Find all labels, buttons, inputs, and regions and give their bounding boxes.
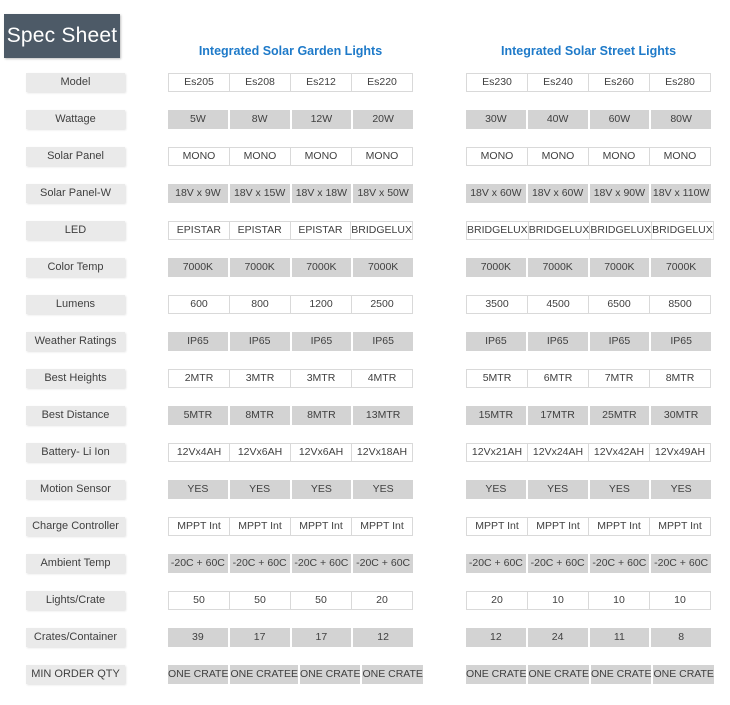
cells-charge-controller-street: [466, 517, 711, 536]
spec-cell-min-order-qty-street-3: ONE CRATE: [591, 665, 651, 684]
spec-cell-lights-crate-street-4: 10: [649, 591, 711, 610]
spec-cell-best-heights-street-3: 7MTR: [588, 369, 650, 388]
spec-cell-color-temp-garden-3: 7000K: [292, 258, 352, 277]
spec-cell-motion-sensor-garden-1: YES: [168, 480, 228, 499]
row-label-min-order-qty: MIN ORDER QTY: [26, 665, 125, 684]
cells-min-order-qty-street: [466, 665, 714, 684]
cells-motion-sensor-garden: [168, 480, 413, 499]
spec-cell-weather-ratings-street-1: IP65: [466, 332, 526, 351]
spec-cell-best-distance-street-1: 15MTR: [466, 406, 526, 425]
spec-cell-lights-crate-street-1: 20: [466, 591, 528, 610]
group-title-street-lights: Integrated Solar Street Lights: [500, 44, 677, 58]
cells-crates-container-street: [466, 628, 711, 647]
spec-cell-crates-container-street-3: 11: [590, 628, 650, 647]
spec-cell-ambient-temp-street-3: -20C + 60C: [590, 554, 650, 573]
spec-cell-wattage-street-3: 60W: [590, 110, 650, 129]
spec-cell-solar-panel-w-street-4: 18V x 110W: [651, 184, 711, 203]
spec-cell-ambient-temp-garden-1: -20C + 60C: [168, 554, 228, 573]
spec-cell-weather-ratings-garden-2: IP65: [230, 332, 290, 351]
spec-cell-charge-controller-street-3: MPPT Int: [588, 517, 650, 536]
spec-cell-led-street-3: BRIDGELUX: [589, 221, 652, 240]
spec-cell-model-street-1: Es230: [466, 73, 528, 92]
cells-crates-container-garden: [168, 628, 413, 647]
cells-led-street: [466, 221, 711, 240]
spec-cell-charge-controller-garden-4: MPPT Int: [351, 517, 413, 536]
spec-cell-ambient-temp-garden-2: -20C + 60C: [230, 554, 290, 573]
spec-cell-best-heights-street-2: 6MTR: [527, 369, 589, 388]
row-label-ambient-temp: Ambient Temp: [26, 554, 125, 573]
spec-cell-best-heights-garden-2: 3MTR: [229, 369, 291, 388]
spec-cell-lights-crate-garden-1: 50: [168, 591, 230, 610]
spec-cell-led-street-4: BRIDGELUX: [651, 221, 714, 240]
spec-cell-led-street-1: BRIDGELUX: [466, 221, 529, 240]
cells-best-distance-street: [466, 406, 711, 425]
cells-motion-sensor-street: [466, 480, 711, 499]
spec-cell-min-order-qty-street-2: ONE CRATE: [528, 665, 588, 684]
spec-cell-charge-controller-street-4: MPPT Int: [649, 517, 711, 536]
spec-cell-charge-controller-garden-2: MPPT Int: [229, 517, 291, 536]
spec-cell-led-street-2: BRIDGELUX: [528, 221, 591, 240]
cells-lights-crate-street: [466, 591, 711, 610]
spec-cell-lumens-garden-3: 1200: [290, 295, 352, 314]
spec-cell-model-street-4: Es280: [649, 73, 711, 92]
cells-lumens-garden: [168, 295, 413, 314]
spec-cell-model-garden-4: Es220: [351, 73, 413, 92]
spec-cell-lights-crate-street-2: 10: [527, 591, 589, 610]
spec-cell-best-distance-garden-4: 13MTR: [353, 406, 413, 425]
spec-cell-battery-li-ion-garden-1: 12Vx4AH: [168, 443, 230, 462]
spec-cell-crates-container-street-1: 12: [466, 628, 526, 647]
spec-cell-charge-controller-street-2: MPPT Int: [527, 517, 589, 536]
spec-cell-best-heights-garden-1: 2MTR: [168, 369, 230, 388]
cells-best-distance-garden: [168, 406, 413, 425]
spec-cell-ambient-temp-garden-3: -20C + 60C: [292, 554, 352, 573]
row-label-model: Model: [26, 73, 125, 92]
row-label-lights-crate: Lights/Crate: [26, 591, 125, 610]
cells-solar-panel-w-street: [466, 184, 711, 203]
cells-best-heights-garden: [168, 369, 413, 388]
spec-cell-solar-panel-garden-2: MONO: [229, 147, 291, 166]
cells-lumens-street: [466, 295, 711, 314]
spec-cell-weather-ratings-garden-4: IP65: [353, 332, 413, 351]
spec-cell-model-street-2: Es240: [527, 73, 589, 92]
spec-cell-min-order-qty-garden-4: ONE CRATE: [362, 665, 422, 684]
spec-cell-battery-li-ion-street-1: 12Vx21AH: [466, 443, 528, 462]
spec-cell-lumens-street-3: 6500: [588, 295, 650, 314]
spec-cell-wattage-street-4: 80W: [651, 110, 711, 129]
spec-cell-charge-controller-garden-3: MPPT Int: [290, 517, 352, 536]
spec-cell-lights-crate-garden-2: 50: [229, 591, 291, 610]
spec-cell-model-garden-1: Es205: [168, 73, 230, 92]
spec-cell-model-street-3: Es260: [588, 73, 650, 92]
spec-cell-charge-controller-garden-1: MPPT Int: [168, 517, 230, 536]
spec-cell-crates-container-garden-3: 17: [292, 628, 352, 647]
row-label-best-heights: Best Heights: [26, 369, 125, 388]
spec-cell-lumens-garden-2: 800: [229, 295, 291, 314]
spec-cell-lights-crate-garden-4: 20: [351, 591, 413, 610]
row-label-crates-container: Crates/Container: [26, 628, 125, 647]
spec-cell-best-distance-street-2: 17MTR: [528, 406, 588, 425]
spec-cell-motion-sensor-street-4: YES: [651, 480, 711, 499]
spec-cell-crates-container-street-4: 8: [651, 628, 711, 647]
spec-cell-solar-panel-w-garden-4: 18V x 50W: [353, 184, 413, 203]
spec-cell-crates-container-garden-2: 17: [230, 628, 290, 647]
spec-cell-best-distance-street-3: 25MTR: [590, 406, 650, 425]
spec-cell-battery-li-ion-street-2: 12Vx24AH: [527, 443, 589, 462]
spec-cell-solar-panel-street-2: MONO: [527, 147, 589, 166]
spec-cell-best-heights-garden-3: 3MTR: [290, 369, 352, 388]
spec-cell-min-order-qty-garden-3: ONE CRATE: [300, 665, 360, 684]
cells-battery-li-ion-street: [466, 443, 711, 462]
spec-cell-crates-container-garden-1: 39: [168, 628, 228, 647]
spec-cell-best-heights-street-4: 8MTR: [649, 369, 711, 388]
spec-cell-color-temp-garden-2: 7000K: [230, 258, 290, 277]
spec-cell-weather-ratings-street-3: IP65: [590, 332, 650, 351]
cells-solar-panel-street: [466, 147, 711, 166]
spec-cell-solar-panel-street-3: MONO: [588, 147, 650, 166]
spec-cell-color-temp-street-3: 7000K: [590, 258, 650, 277]
spec-cell-weather-ratings-garden-3: IP65: [292, 332, 352, 351]
cells-min-order-qty-garden: [168, 665, 423, 684]
cells-ambient-temp-garden: [168, 554, 413, 573]
spec-cell-wattage-garden-3: 12W: [292, 110, 352, 129]
spec-cell-lumens-garden-1: 600: [168, 295, 230, 314]
cells-color-temp-street: [466, 258, 711, 277]
cells-solar-panel-garden: [168, 147, 413, 166]
spec-cell-solar-panel-w-garden-3: 18V x 18W: [292, 184, 352, 203]
spec-cell-battery-li-ion-street-4: 12Vx49AH: [649, 443, 711, 462]
spec-cell-solar-panel-street-4: MONO: [649, 147, 711, 166]
cells-lights-crate-garden: [168, 591, 413, 610]
spec-cell-crates-container-street-2: 24: [528, 628, 588, 647]
page-title: Spec Sheet: [4, 14, 120, 58]
spec-cell-color-temp-garden-4: 7000K: [353, 258, 413, 277]
spec-cell-min-order-qty-garden-1: ONE CRATE: [168, 665, 228, 684]
cells-ambient-temp-street: [466, 554, 711, 573]
spec-cell-lights-crate-street-3: 10: [588, 591, 650, 610]
cells-solar-panel-w-garden: [168, 184, 413, 203]
spec-cell-weather-ratings-street-4: IP65: [651, 332, 711, 351]
spec-cell-led-garden-1: EPISTAR: [168, 221, 230, 240]
spec-cell-wattage-garden-1: 5W: [168, 110, 228, 129]
spec-cell-wattage-garden-2: 8W: [230, 110, 290, 129]
spec-cell-solar-panel-w-garden-2: 18V x 15W: [230, 184, 290, 203]
spec-cell-model-garden-2: Es208: [229, 73, 291, 92]
spec-cell-ambient-temp-street-2: -20C + 60C: [528, 554, 588, 573]
spec-cell-solar-panel-garden-1: MONO: [168, 147, 230, 166]
spec-cell-battery-li-ion-street-3: 12Vx42AH: [588, 443, 650, 462]
row-label-motion-sensor: Motion Sensor: [26, 480, 125, 499]
spec-cell-ambient-temp-street-4: -20C + 60C: [651, 554, 711, 573]
row-label-wattage: Wattage: [26, 110, 125, 129]
spec-cell-lumens-street-1: 3500: [466, 295, 528, 314]
spec-cell-motion-sensor-street-1: YES: [466, 480, 526, 499]
row-label-solar-panel: Solar Panel: [26, 147, 125, 166]
spec-cell-motion-sensor-garden-2: YES: [230, 480, 290, 499]
row-label-solar-panel-w: Solar Panel-W: [26, 184, 125, 203]
spec-cell-ambient-temp-street-1: -20C + 60C: [466, 554, 526, 573]
row-label-battery-li-ion: Battery- Li Ion: [26, 443, 125, 462]
spec-cell-best-distance-garden-1: 5MTR: [168, 406, 228, 425]
spec-cell-solar-panel-w-garden-1: 18V x 9W: [168, 184, 228, 203]
spec-cell-led-garden-4: BRIDGELUX: [350, 221, 413, 240]
spec-cell-solar-panel-w-street-2: 18V x 60W: [528, 184, 588, 203]
cells-wattage-garden: [168, 110, 413, 129]
spec-cell-wattage-street-1: 30W: [466, 110, 526, 129]
row-label-color-temp: Color Temp: [26, 258, 125, 277]
spec-cell-min-order-qty-street-4: ONE CRATE: [653, 665, 713, 684]
spec-cell-ambient-temp-garden-4: -20C + 60C: [353, 554, 413, 573]
spec-cell-wattage-street-2: 40W: [528, 110, 588, 129]
spec-cell-crates-container-garden-4: 12: [353, 628, 413, 647]
cells-battery-li-ion-garden: [168, 443, 413, 462]
spec-cell-solar-panel-w-street-1: 18V x 60W: [466, 184, 526, 203]
spec-cell-battery-li-ion-garden-4: 12Vx18AH: [351, 443, 413, 462]
spec-cell-color-temp-street-2: 7000K: [528, 258, 588, 277]
spec-cell-model-garden-3: Es212: [290, 73, 352, 92]
spec-cell-weather-ratings-street-2: IP65: [528, 332, 588, 351]
spec-cell-battery-li-ion-garden-3: 12Vx6AH: [290, 443, 352, 462]
spec-cell-motion-sensor-garden-3: YES: [292, 480, 352, 499]
spec-cell-solar-panel-garden-3: MONO: [290, 147, 352, 166]
spec-cell-solar-panel-w-street-3: 18V x 90W: [590, 184, 650, 203]
spec-cell-motion-sensor-street-2: YES: [528, 480, 588, 499]
spec-cell-min-order-qty-street-1: ONE CRATE: [466, 665, 526, 684]
spec-cell-min-order-qty-garden-2: ONE CRATEE: [230, 665, 297, 684]
spec-cell-color-temp-street-1: 7000K: [466, 258, 526, 277]
cells-model-street: [466, 73, 711, 92]
spec-cell-motion-sensor-street-3: YES: [590, 480, 650, 499]
spec-cell-color-temp-street-4: 7000K: [651, 258, 711, 277]
spec-cell-battery-li-ion-garden-2: 12Vx6AH: [229, 443, 291, 462]
spec-cell-lumens-garden-4: 2500: [351, 295, 413, 314]
cells-charge-controller-garden: [168, 517, 413, 536]
spec-cell-color-temp-garden-1: 7000K: [168, 258, 228, 277]
cells-color-temp-garden: [168, 258, 413, 277]
spec-cell-wattage-garden-4: 20W: [353, 110, 413, 129]
row-label-best-distance: Best Distance: [26, 406, 125, 425]
cells-wattage-street: [466, 110, 711, 129]
row-label-lumens: Lumens: [26, 295, 125, 314]
cells-weather-ratings-street: [466, 332, 711, 351]
spec-cell-led-garden-3: EPISTAR: [290, 221, 352, 240]
spec-cell-lights-crate-garden-3: 50: [290, 591, 352, 610]
cells-best-heights-street: [466, 369, 711, 388]
spec-cell-solar-panel-garden-4: MONO: [351, 147, 413, 166]
row-label-weather-ratings: Weather Ratings: [26, 332, 125, 351]
spec-cell-charge-controller-street-1: MPPT Int: [466, 517, 528, 536]
cells-model-garden: [168, 73, 413, 92]
spec-cell-best-heights-street-1: 5MTR: [466, 369, 528, 388]
spec-cell-solar-panel-street-1: MONO: [466, 147, 528, 166]
spec-cell-best-distance-garden-2: 8MTR: [230, 406, 290, 425]
spec-cell-lumens-street-4: 8500: [649, 295, 711, 314]
spec-cell-weather-ratings-garden-1: IP65: [168, 332, 228, 351]
cells-led-garden: [168, 221, 413, 240]
spec-cell-led-garden-2: EPISTAR: [229, 221, 291, 240]
row-label-charge-controller: Charge Controller: [26, 517, 125, 536]
group-title-garden-lights: Integrated Solar Garden Lights: [198, 44, 383, 58]
spec-cell-lumens-street-2: 4500: [527, 295, 589, 314]
spec-cell-motion-sensor-garden-4: YES: [353, 480, 413, 499]
row-label-led: LED: [26, 221, 125, 240]
spec-cell-best-distance-street-4: 30MTR: [651, 406, 711, 425]
cells-weather-ratings-garden: [168, 332, 413, 351]
spec-cell-best-distance-garden-3: 8MTR: [292, 406, 352, 425]
spec-cell-best-heights-garden-4: 4MTR: [351, 369, 413, 388]
